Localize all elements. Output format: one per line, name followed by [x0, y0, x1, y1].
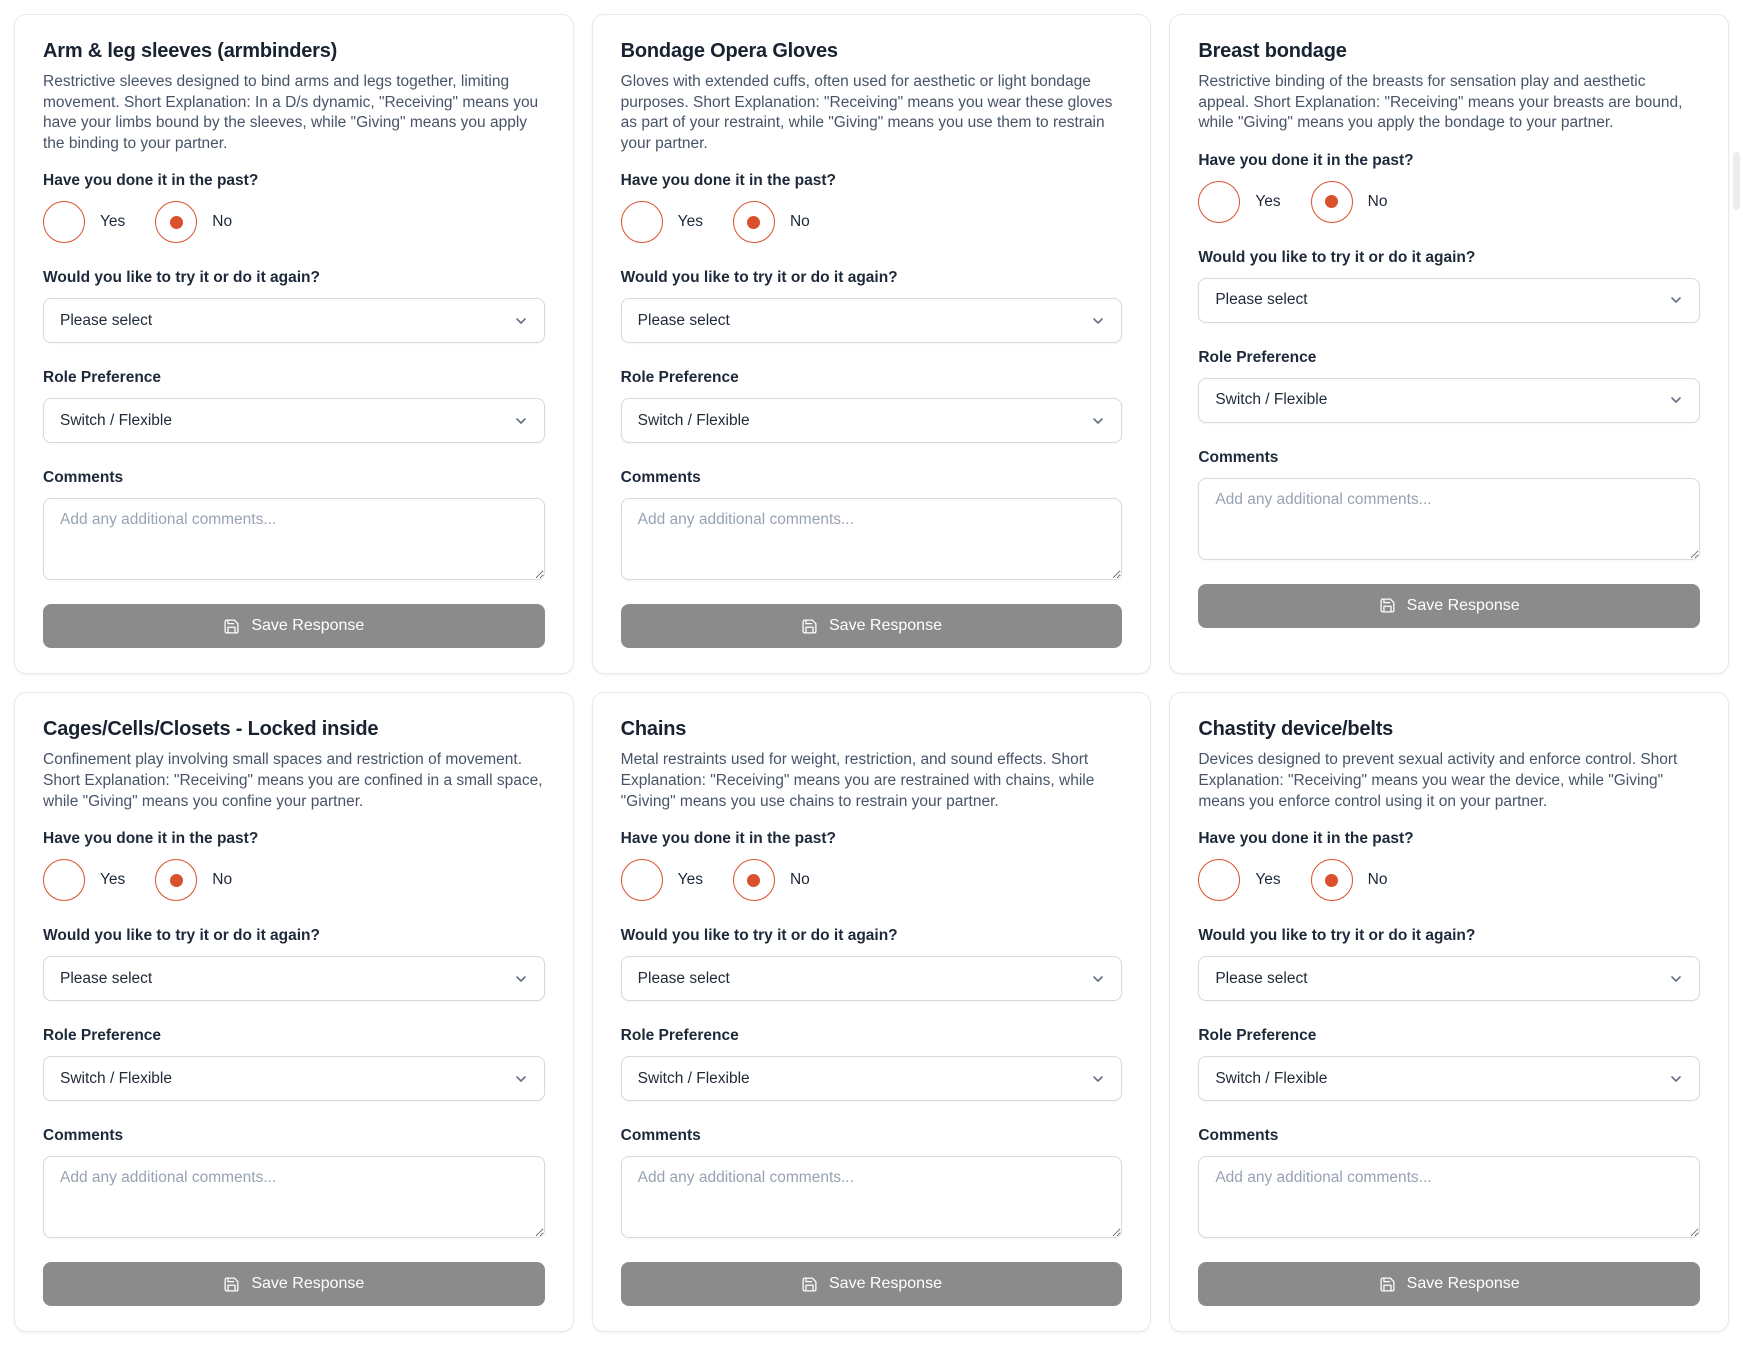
role-preference-label: Role Preference — [620, 369, 739, 387]
radio-dot — [170, 216, 183, 229]
yes-radio[interactable] — [621, 859, 663, 901]
no-radio-label: No — [1367, 192, 1388, 210]
activity-card — [592, 14, 1152, 674]
comments-label: Comments — [620, 469, 701, 487]
past-question-label: Have you done it in the past? — [43, 172, 259, 190]
card-title: Arm & leg sleeves (armbinders) — [43, 40, 338, 62]
chevron-down-icon — [1668, 392, 1684, 408]
comments-label: Comments — [1198, 1127, 1279, 1145]
try-again-question-label: Would you like to try it or do it again? — [43, 269, 320, 287]
save-response-button-label: Save Response — [829, 1275, 942, 1293]
yes-radio-label: Yes — [1255, 192, 1281, 210]
try-again-select[interactable] — [621, 298, 1123, 343]
try-again-select-value: Please select — [60, 311, 153, 329]
try-again-select-value: Please select — [60, 969, 153, 987]
radio-dot — [747, 874, 760, 887]
role-preference-select-value: Switch / Flexible — [637, 1069, 750, 1087]
try-again-select[interactable] — [1198, 956, 1700, 1001]
floppy-disk-icon — [801, 618, 818, 635]
yes-radio-label: Yes — [100, 213, 126, 231]
no-radio[interactable] — [733, 859, 775, 901]
role-preference-select[interactable] — [43, 398, 545, 443]
past-radio-group — [43, 201, 545, 243]
no-radio[interactable] — [155, 859, 197, 901]
try-again-select-value: Please select — [637, 969, 730, 987]
try-again-select-value: Please select — [637, 311, 730, 329]
activity-card — [14, 14, 574, 674]
role-preference-select-value: Switch / Flexible — [637, 411, 750, 429]
yes-radio[interactable] — [621, 201, 663, 243]
role-preference-label: Role Preference — [620, 1027, 739, 1045]
radio-dot — [170, 874, 183, 887]
radio-dot — [58, 874, 71, 887]
card-title: Chastity device/belts — [1198, 718, 1394, 741]
role-preference-select-value: Switch / Flexible — [60, 411, 172, 429]
past-question-label: Have you done it in the past? — [43, 830, 259, 848]
past-question-label: Have you done it in the past? — [620, 830, 836, 848]
card-title: Bondage Opera Gloves — [620, 40, 838, 62]
radio-dot — [747, 216, 760, 229]
chevron-down-icon — [513, 971, 529, 987]
save-response-button[interactable] — [1198, 584, 1700, 628]
past-radio-group — [1198, 181, 1700, 223]
activity-card — [592, 692, 1152, 1332]
chevron-down-icon — [513, 313, 529, 329]
save-response-button[interactable] — [621, 1262, 1123, 1306]
try-again-select-value: Please select — [1215, 291, 1308, 309]
chevron-down-icon — [1090, 313, 1106, 329]
floppy-disk-icon — [1379, 597, 1396, 614]
role-preference-label: Role Preference — [1198, 348, 1317, 366]
role-preference-select[interactable] — [621, 1056, 1123, 1101]
chevron-down-icon — [1090, 1071, 1106, 1087]
comments-textarea[interactable] — [1198, 1156, 1700, 1238]
card-description: Devices designed to prevent sexual activity and enforce control. Short Explanation: "Receiving" means you wear the device, while "Giving" means you enforce control using it on your partner. — [1198, 751, 1678, 810]
role-preference-select-value: Switch / Flexible — [1215, 1069, 1328, 1087]
chevron-down-icon — [1090, 413, 1106, 429]
yes-radio-label: Yes — [100, 871, 126, 889]
no-radio-label: No — [789, 871, 810, 889]
past-question-label: Have you done it in the past? — [1198, 830, 1414, 848]
card-title: Cages/Cells/Closets - Locked inside — [43, 718, 379, 741]
radio-dot — [635, 216, 648, 229]
comments-label: Comments — [1198, 448, 1279, 466]
activity-card — [1169, 14, 1729, 674]
scrollbar-thumb[interactable] — [1733, 152, 1740, 210]
try-again-select-value: Please select — [1215, 969, 1308, 987]
save-response-button-label: Save Response — [829, 617, 942, 635]
role-preference-select[interactable] — [621, 398, 1123, 443]
floppy-disk-icon — [223, 618, 240, 635]
past-radio-group — [621, 201, 1123, 243]
past-radio-group — [621, 859, 1123, 901]
card-description: Restrictive sleeves designed to bind arms and legs together, limiting movement. Short Explanation: In a D/s dynamic, "Receiving" means you have your limbs bound by the sleeves, while "Giving" means you apply the binding to your partner. — [43, 73, 539, 152]
chevron-down-icon — [1668, 292, 1684, 308]
try-again-select[interactable] — [43, 956, 545, 1001]
comments-textarea[interactable] — [621, 1156, 1123, 1238]
card-description: Gloves with extended cuffs, often used for aesthetic or light bondage purposes. Short Explanation: "Receiving" means you wear these gloves as part of your restraint, while "Giving" means you use them to restrain your partner. — [620, 73, 1113, 152]
yes-radio[interactable] — [1198, 859, 1240, 901]
try-again-question-label: Would you like to try it or do it again? — [620, 927, 898, 945]
no-radio-label: No — [212, 871, 233, 889]
past-radio-group — [1198, 859, 1700, 901]
try-again-select[interactable] — [621, 956, 1123, 1001]
radio-dot — [1213, 195, 1226, 208]
try-again-question-label: Would you like to try it or do it again? — [1198, 248, 1476, 266]
save-response-button-label: Save Response — [251, 617, 365, 635]
save-response-button-label: Save Response — [1406, 596, 1520, 614]
no-radio-label: No — [789, 213, 810, 231]
yes-radio[interactable] — [1198, 181, 1240, 223]
past-radio-group — [43, 859, 545, 901]
activity-card — [14, 692, 574, 1332]
past-question-label: Have you done it in the past? — [620, 172, 836, 190]
radio-dot — [58, 216, 71, 229]
radio-dot — [1325, 874, 1338, 887]
comments-label: Comments — [620, 1127, 701, 1145]
card-description: Confinement play involving small spaces and restriction of movement. Short Explanation: "Receiving" means you are confined in a small space, while "Giving" means you confine your partner. — [43, 751, 543, 810]
save-response-button[interactable] — [1198, 1262, 1700, 1306]
role-preference-select-value: Switch / Flexible — [60, 1069, 172, 1087]
comments-textarea[interactable] — [43, 1156, 545, 1238]
card-description: Metal restraints used for weight, restriction, and sound effects. Short Explanation: "Receiving" means you are restrained with chains, while "Giving" means you use chains to restrain your partner. — [620, 751, 1095, 810]
chevron-down-icon — [513, 1071, 529, 1087]
chevron-down-icon — [1090, 971, 1106, 987]
radio-dot — [1325, 195, 1338, 208]
no-radio[interactable] — [733, 201, 775, 243]
card-title: Breast bondage — [1198, 40, 1347, 62]
save-response-button-label: Save Response — [1406, 1275, 1520, 1293]
floppy-disk-icon — [223, 1276, 240, 1293]
role-preference-select-value: Switch / Flexible — [1215, 391, 1328, 409]
save-response-button[interactable] — [43, 604, 545, 648]
yes-radio-label: Yes — [677, 213, 703, 231]
card-description: Restrictive binding of the breasts for sensation play and aesthetic appeal. Short Explanation: "Receiving" means your breasts are bound, while "Giving" means you apply the bondage to your partner. — [1198, 73, 1683, 132]
comments-textarea[interactable] — [621, 498, 1123, 580]
yes-radio[interactable] — [43, 201, 85, 243]
role-preference-label: Role Preference — [43, 1027, 162, 1045]
try-again-question-label: Would you like to try it or do it again? — [1198, 927, 1476, 945]
role-preference-label: Role Preference — [43, 369, 162, 387]
card-title: Chains — [620, 718, 687, 741]
yes-radio-label: Yes — [677, 871, 703, 889]
comments-label: Comments — [43, 469, 124, 487]
comments-textarea[interactable] — [1198, 478, 1700, 560]
try-again-select[interactable] — [43, 298, 545, 343]
no-radio-label: No — [1367, 871, 1388, 889]
role-preference-select[interactable] — [1198, 1056, 1700, 1101]
try-again-question-label: Would you like to try it or do it again? — [43, 927, 320, 945]
save-response-button-label: Save Response — [251, 1275, 365, 1293]
no-radio-label: No — [212, 213, 233, 231]
comments-textarea[interactable] — [43, 498, 545, 580]
no-radio[interactable] — [155, 201, 197, 243]
radio-dot — [1213, 874, 1226, 887]
radio-dot — [635, 874, 648, 887]
save-response-button[interactable] — [43, 1262, 545, 1306]
activity-card — [1169, 692, 1729, 1332]
role-preference-select[interactable] — [1198, 378, 1700, 423]
role-preference-select[interactable] — [43, 1056, 545, 1101]
role-preference-label: Role Preference — [1198, 1027, 1317, 1045]
yes-radio-label: Yes — [1255, 871, 1281, 889]
floppy-disk-icon — [1379, 1276, 1396, 1293]
no-radio[interactable] — [1311, 859, 1353, 901]
chevron-down-icon — [513, 413, 529, 429]
chevron-down-icon — [1668, 1071, 1684, 1087]
no-radio[interactable] — [1311, 181, 1353, 223]
floppy-disk-icon — [801, 1276, 818, 1293]
try-again-question-label: Would you like to try it or do it again? — [620, 269, 898, 287]
try-again-select[interactable] — [1198, 278, 1700, 323]
past-question-label: Have you done it in the past? — [1198, 151, 1414, 169]
comments-label: Comments — [43, 1127, 124, 1145]
yes-radio[interactable] — [43, 859, 85, 901]
chevron-down-icon — [1668, 971, 1684, 987]
save-response-button[interactable] — [621, 604, 1123, 648]
